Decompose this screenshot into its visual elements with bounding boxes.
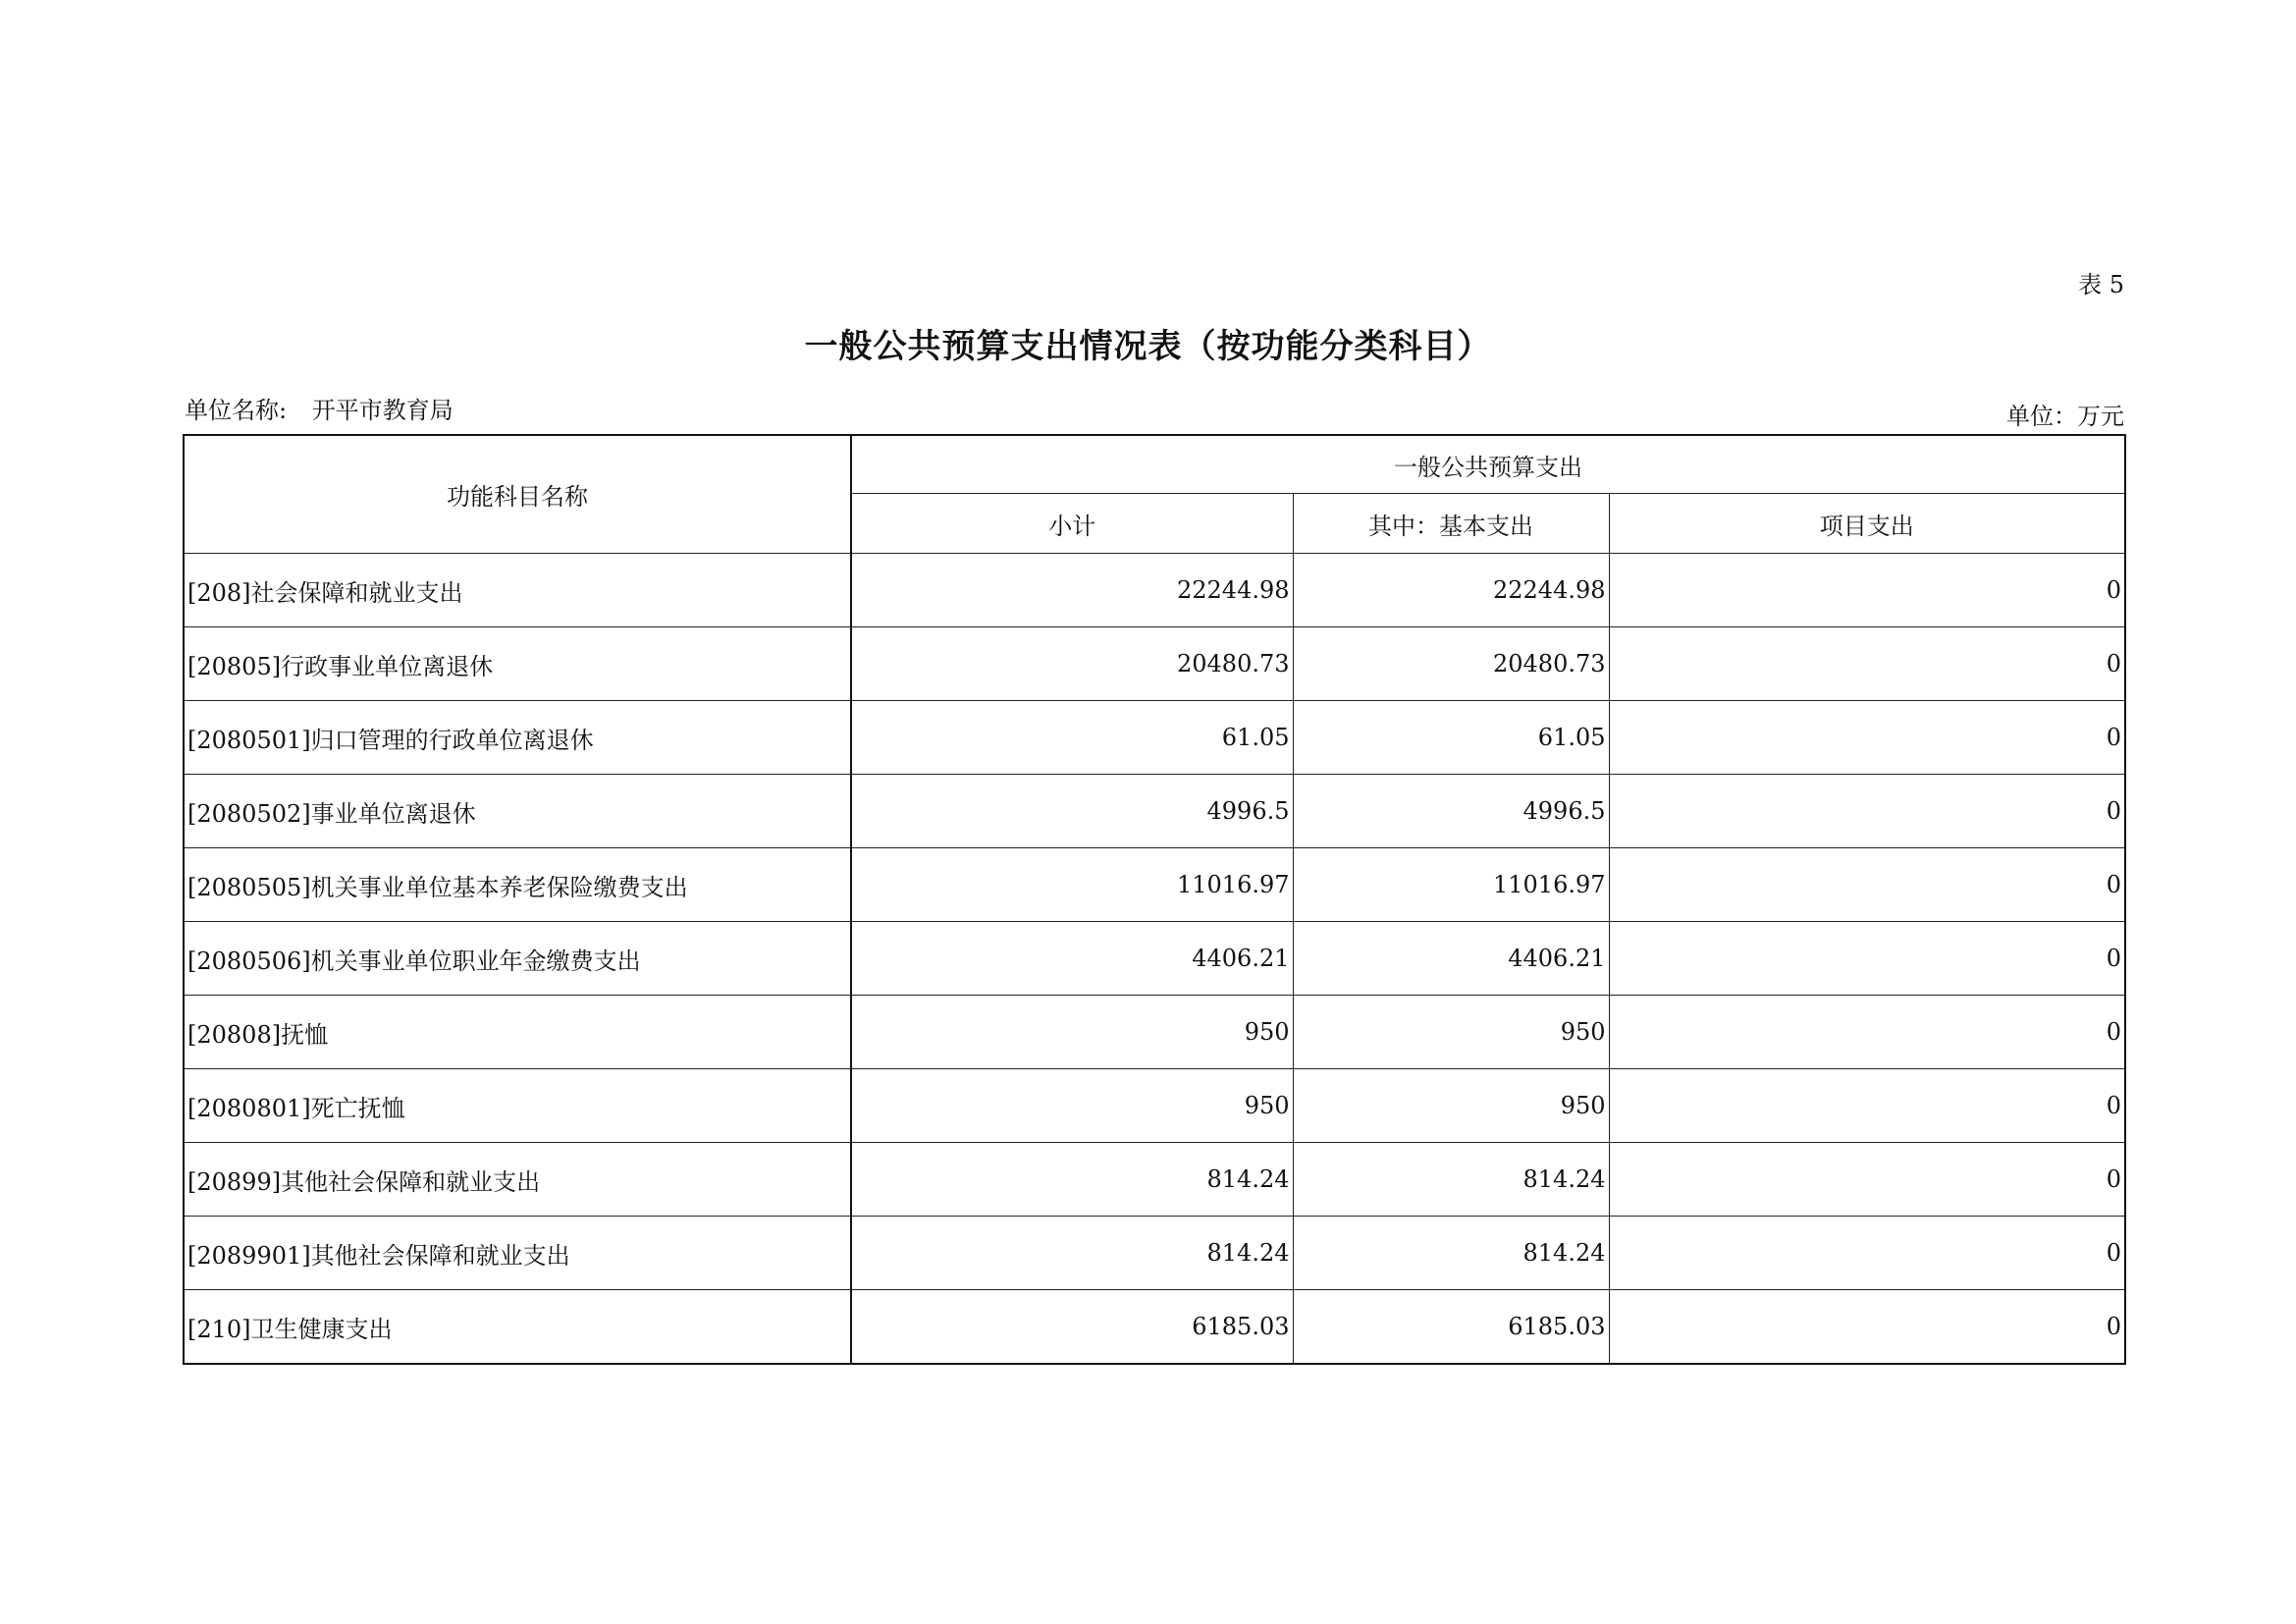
table-row (184, 1217, 2125, 1290)
table-number: 表 5 (2078, 271, 2124, 298)
row-basic-expenditure: 4996.5 (1293, 775, 1609, 848)
row-basic-expenditure: 950 (1293, 1069, 1609, 1143)
row-project-expenditure: 0 (1609, 627, 2125, 701)
row-project-expenditure: 0 (1609, 922, 2125, 996)
row-project-expenditure: 0 (1609, 996, 2125, 1069)
row-function-name: [20805]行政事业单位离退休 (184, 627, 851, 701)
header-basic-expenditure: 其中：基本支出 (1293, 494, 1609, 554)
row-basic-expenditure: 11016.97 (1293, 848, 1609, 922)
table-row (184, 701, 2125, 775)
row-subtotal: 814.24 (851, 1217, 1293, 1290)
row-function-name: [2080502]事业单位离退休 (184, 775, 851, 848)
org-label: 单位名称: (185, 397, 288, 424)
row-subtotal: 61.05 (851, 701, 1293, 775)
row-basic-expenditure: 61.05 (1293, 701, 1609, 775)
row-project-expenditure: 0 (1609, 848, 2125, 922)
table-body (184, 554, 2125, 1365)
org-name: 开平市教育局 (311, 397, 454, 424)
table-row (184, 1069, 2125, 1143)
row-function-name: [2080501]归口管理的行政单位离退休 (184, 701, 851, 775)
row-basic-expenditure: 950 (1293, 996, 1609, 1069)
row-subtotal: 814.24 (851, 1143, 1293, 1217)
table-header (184, 435, 2125, 554)
unit-label: 单位：万元 (2006, 403, 2124, 430)
row-basic-expenditure: 814.24 (1293, 1143, 1609, 1217)
budget-table (183, 434, 2126, 1365)
row-subtotal: 950 (851, 996, 1293, 1069)
row-basic-expenditure: 814.24 (1293, 1217, 1609, 1290)
row-basic-expenditure: 6185.03 (1293, 1290, 1609, 1365)
header-general-budget: 一般公共预算支出 (851, 435, 2125, 494)
table-row (184, 1143, 2125, 1217)
table-row (184, 1290, 2125, 1365)
row-subtotal: 20480.73 (851, 627, 1293, 701)
row-subtotal: 4406.21 (851, 922, 1293, 996)
row-function-name: [2089901]其他社会保障和就业支出 (184, 1217, 851, 1290)
row-function-name: [2080505]机关事业单位基本养老保险缴费支出 (184, 848, 851, 922)
header-project-expenditure: 项目支出 (1609, 494, 2125, 554)
header-subtotal: 小计 (851, 494, 1293, 554)
row-project-expenditure: 0 (1609, 554, 2125, 627)
row-function-name: [20899]其他社会保障和就业支出 (184, 1143, 851, 1217)
row-project-expenditure: 0 (1609, 1069, 2125, 1143)
row-basic-expenditure: 4406.21 (1293, 922, 1609, 996)
row-basic-expenditure: 20480.73 (1293, 627, 1609, 701)
table-row (184, 775, 2125, 848)
table-row (184, 922, 2125, 996)
table-row (184, 996, 2125, 1069)
row-function-name: [20808]抚恤 (184, 996, 851, 1069)
row-function-name: [210]卫生健康支出 (184, 1290, 851, 1365)
table-row (184, 848, 2125, 922)
row-project-expenditure: 0 (1609, 1143, 2125, 1217)
table-row (184, 627, 2125, 701)
row-function-name: [208]社会保障和就业支出 (184, 554, 851, 627)
row-subtotal: 22244.98 (851, 554, 1293, 627)
header-function-name: 功能科目名称 (184, 435, 851, 554)
row-subtotal: 4996.5 (851, 775, 1293, 848)
row-project-expenditure: 0 (1609, 1217, 2125, 1290)
row-project-expenditure: 0 (1609, 701, 2125, 775)
org-info (185, 391, 454, 425)
row-function-name: [2080506]机关事业单位职业年金缴费支出 (184, 922, 851, 996)
table-row (184, 554, 2125, 627)
row-basic-expenditure: 22244.98 (1293, 554, 1609, 627)
row-subtotal: 6185.03 (851, 1290, 1293, 1365)
row-project-expenditure: 0 (1609, 1290, 2125, 1365)
row-subtotal: 950 (851, 1069, 1293, 1143)
page-title: 一般公共预算支出情况表（按功能分类科目） (804, 327, 1492, 366)
row-subtotal: 11016.97 (851, 848, 1293, 922)
row-function-name: [2080801]死亡抚恤 (184, 1069, 851, 1143)
row-project-expenditure: 0 (1609, 775, 2125, 848)
